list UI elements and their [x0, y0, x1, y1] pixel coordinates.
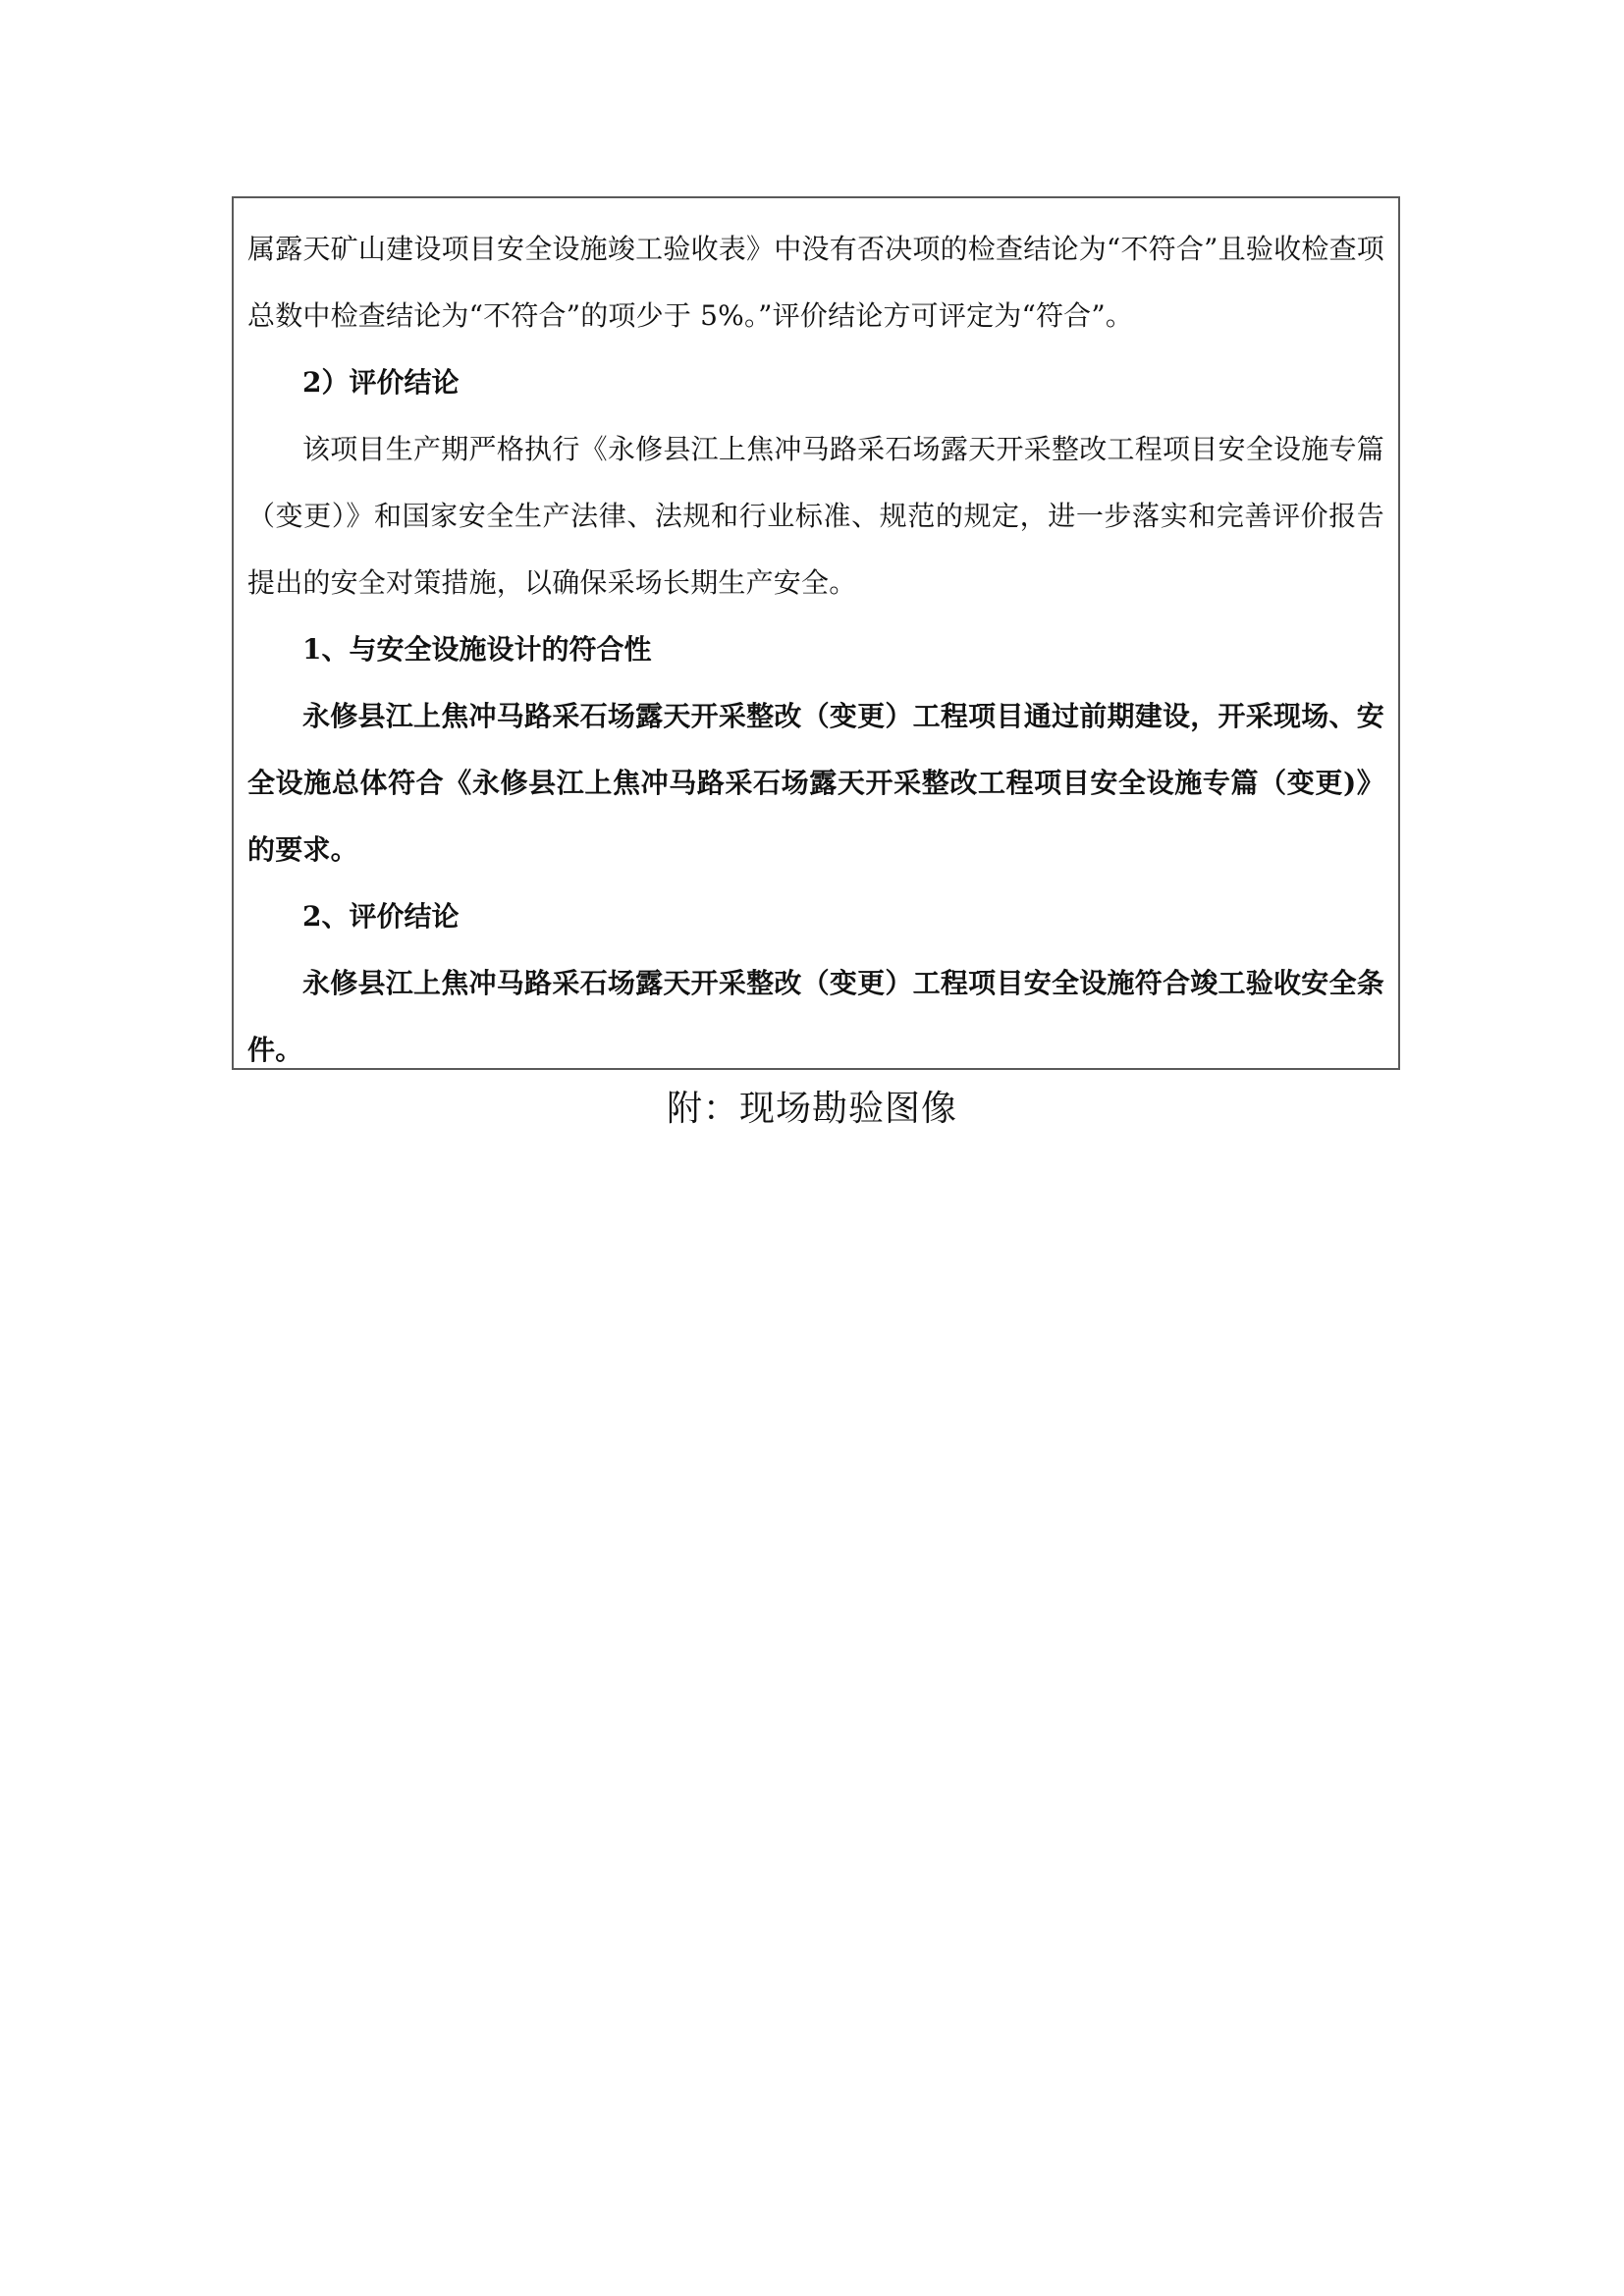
design-conformity-heading: 1、与安全设施设计的符合性: [302, 633, 652, 666]
evaluation-conclusion-heading: 2）评价结论: [302, 366, 460, 399]
evaluation-conclusion-paragraph: 该项目生产期严格执行《永修县江上焦冲马路采石场露天开采整改工程项目安全设施专篇（变更）》和国家安全生产法律、法规和行业标准、规范的规定，进一步落实和完善评价报告提出的安全对策措施，以确保采场长期生产安全。: [247, 433, 1384, 599]
conclusion-table-cell: [232, 196, 1400, 1070]
design-conformity-paragraph: 永修县江上焦冲马路采石场露天开采整改（变更）工程项目通过前期建设，开采现场、安全设施总体符合《永修县江上焦冲马路采石场露天开采整改工程项目安全设施专篇（变更)》的要求。: [247, 700, 1384, 866]
intro-paragraph: 属露天矿山建设项目安全设施竣工验收表》中没有否决项的检查结论为“不符合”且验收检查项总数中检查结论为“不符合”的项少于 5%。”评价结论方可评定为“符合”。: [247, 233, 1384, 332]
final-conclusion-heading: 2、评价结论: [302, 900, 460, 933]
appendix-caption: 附：现场勘验图像: [666, 1089, 957, 1129]
final-conclusion-paragraph: 永修县江上焦冲马路采石场露天开采整改（变更）工程项目安全设施符合竣工验收安全条件。: [247, 967, 1384, 1066]
